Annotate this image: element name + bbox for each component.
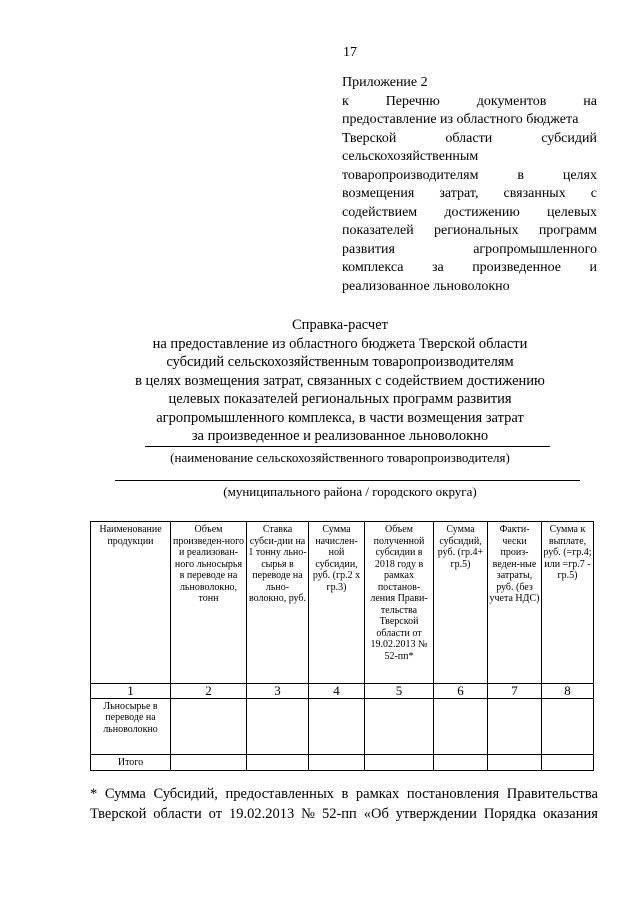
table-cell[interactable] [247, 698, 309, 754]
title-line: за произведенное и реализованное льноволокно [191, 428, 489, 444]
table-cell[interactable] [488, 754, 542, 771]
appendix-line: к Перечню документов на [342, 93, 597, 109]
table-row-total [91, 754, 594, 771]
column-number: 1 [91, 684, 171, 699]
column-number: 6 [434, 684, 488, 699]
column-number: 2 [171, 684, 247, 699]
header-actual-costs: Факти-чески произ-веден-ные затраты, руб. (без учета НДС) [488, 522, 542, 684]
calculation-table [90, 521, 594, 771]
column-number: 4 [309, 684, 365, 699]
title-line: на предоставление из областного бюджета Тверской области [152, 335, 528, 352]
column-number: 7 [488, 684, 542, 699]
appendix-line: содействием достижению целевых [342, 204, 597, 220]
appendix-line: сельскохозяйственным [342, 149, 479, 164]
row-label: Льносырье в переводе на льноволокно [91, 698, 171, 754]
table-cell[interactable] [171, 754, 247, 771]
appendix-title: Приложение 2 [342, 75, 428, 90]
table-cell[interactable] [365, 698, 434, 754]
table-cell[interactable] [434, 698, 488, 754]
column-number: 8 [542, 684, 594, 699]
appendix-line: товаропроизводителям в целях [342, 167, 597, 183]
appendix-block [342, 74, 597, 296]
table-cell[interactable] [488, 698, 542, 754]
producer-caption: (наименование сельскохозяйственного товаропроизводителя) [170, 450, 510, 465]
header-payout: Сумма к выплате, руб. (=гр.4; или =гр.7 - гр.5) [542, 522, 594, 684]
table-header-row [91, 522, 594, 684]
header-volume: Объем произведен-ного и реализован-ного льносырья в переводе на льноволокно, тонн [171, 522, 247, 684]
page-number: 17 [343, 45, 357, 60]
appendix-line: реализованное льноволокно [342, 278, 510, 294]
table-row [91, 698, 594, 754]
title-line: агропромышленного комплекса, в части возмещения затрат [156, 409, 524, 426]
column-number: 5 [365, 684, 434, 699]
row-label: Итого [91, 754, 171, 771]
district-caption: (муниципального района / городского округа) [223, 484, 477, 499]
header-received: Объем полученной субсидии в 2018 году в рамках постанов-ления Прави-тельства Тверской области от 19.02.2013 № 52-пп* [365, 522, 434, 684]
header-rate: Ставка субси-дии на 1 тонну льно-сырья в переводе на льно-волокно, руб. [247, 522, 309, 684]
table-cell[interactable] [309, 754, 365, 771]
table-cell[interactable] [365, 754, 434, 771]
header-subsidy-sum: Сумма субсидий, руб. (гр.4+ гр.5) [434, 522, 488, 684]
table-cell[interactable] [171, 698, 247, 754]
column-number-row [91, 684, 594, 699]
footnote [90, 784, 598, 824]
title-heading: Справка-расчет [292, 317, 388, 333]
table-cell[interactable] [309, 698, 365, 754]
footnote-line: Тверской области от 19.02.2013 № 52-пп «Об утверждении Порядка оказания [90, 806, 598, 822]
appendix-line: Тверской области субсидий [342, 130, 597, 146]
appendix-line: показателей региональных программ [342, 223, 597, 238]
title-line: субсидий сельскохозяйственным товаропроизводителям [166, 354, 514, 370]
footnote-line: * Сумма Субсидий, предоставленных в рамках постановления Правительства [90, 786, 598, 802]
appendix-line: возмещения затрат, связанных с [342, 186, 597, 201]
appendix-line: предоставление из областного бюджета [342, 112, 579, 127]
title-line: в целях возмещения затрат, связанных с содействием достижению [135, 372, 545, 389]
table-cell[interactable] [247, 754, 309, 771]
appendix-line: комплекса за произведенное и [342, 260, 597, 275]
producer-fill-line [145, 446, 550, 447]
header-product: Наименование продукции [91, 522, 171, 684]
district-fill-line [115, 480, 580, 481]
column-number: 3 [247, 684, 309, 699]
document-title [100, 316, 580, 446]
table-cell[interactable] [542, 754, 594, 771]
title-line: целевых показателей региональных программ развития [168, 391, 512, 407]
table-cell[interactable] [542, 698, 594, 754]
header-accrued: Сумма начислен-ной субсидии, руб. (гр.2 х гр.3) [309, 522, 365, 684]
appendix-line: развития агропромышленного [342, 241, 597, 257]
table-cell[interactable] [434, 754, 488, 771]
